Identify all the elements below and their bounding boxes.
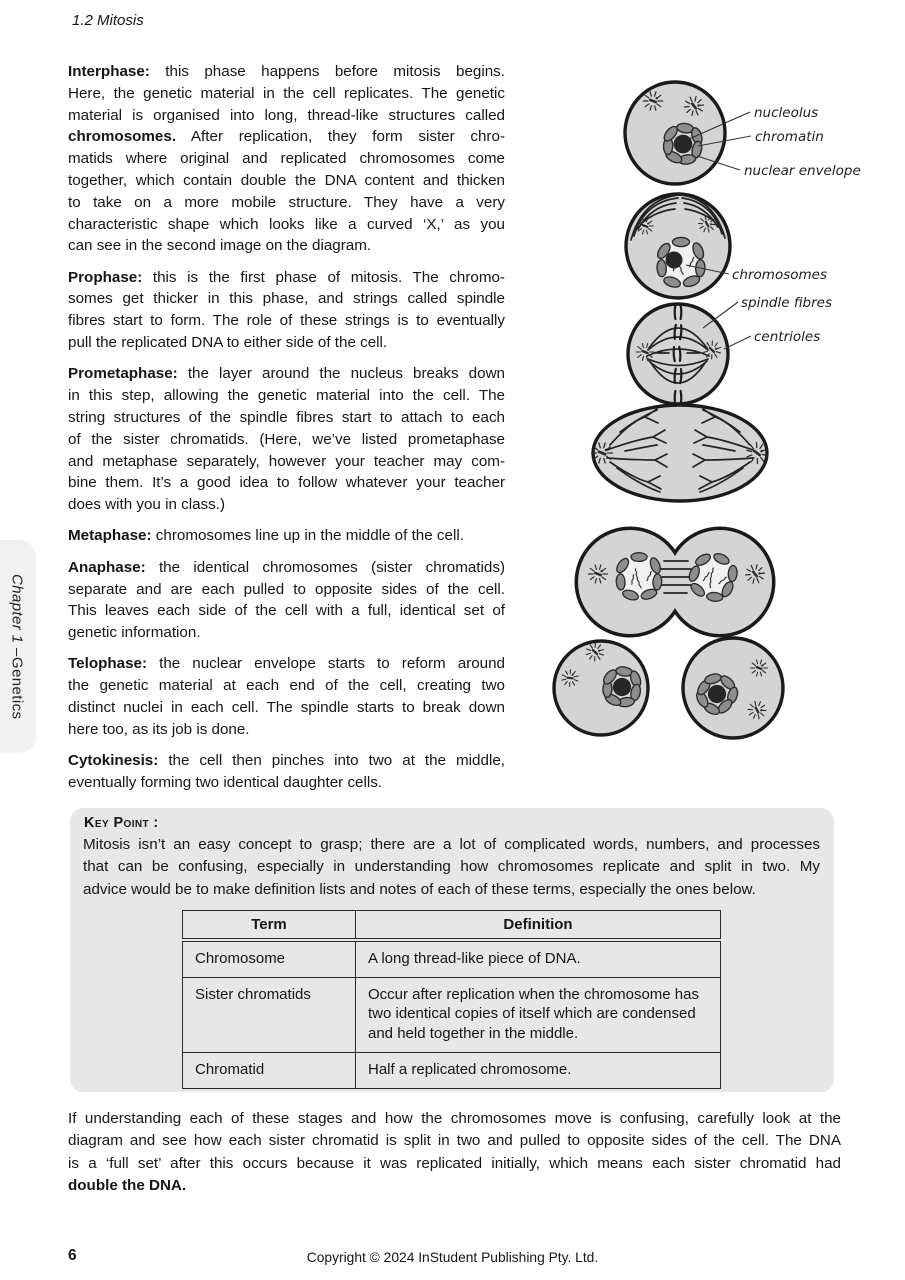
text-line: diagram and see how each sister chromatid is split in two and pulled to opposite sides of the cell. The DNA <box>68 1132 841 1150</box>
interphase-cell <box>625 82 725 184</box>
key-point-text <box>83 834 820 901</box>
paragraph <box>68 653 505 740</box>
chapter-sidebar-tab-text <box>0 540 34 753</box>
table-row <box>183 977 721 1052</box>
prometaphase-cell <box>628 304 728 405</box>
mitosis-stages-diagram <box>545 60 905 760</box>
term-definition-table <box>182 910 721 1089</box>
text-line: Here, the genetic material in the cell replicates. The genetic <box>68 84 505 102</box>
paragraph <box>68 525 505 547</box>
chapter-number: Chapter 1 – <box>8 573 26 657</box>
label-centrioles: centrioles <box>754 329 821 345</box>
chapter-subject: Genetics <box>8 656 26 720</box>
paragraph <box>68 750 505 794</box>
text-line: Interphase: this phase happens before mitosis begins. <box>68 63 505 80</box>
label-nuclear-envelope: nuclear envelope <box>744 163 861 179</box>
text-line: Metaphase: chromosomes line up in the middle of the cell. <box>68 527 464 545</box>
term-cell: Chromosome <box>195 949 286 967</box>
text-line: genetic information. <box>68 624 201 642</box>
chapter-sidebar-tab <box>0 540 36 753</box>
page-number: 6 <box>68 1247 77 1264</box>
text-line: is a ‘full set’ after this occurs because it was replicated initially, which means each sister chromatid had <box>68 1154 841 1172</box>
label-chromatin: chromatin <box>755 129 824 145</box>
text-line: characteristic shape which looks like a curved ‘X,’ as you <box>68 215 505 233</box>
text-line: together, which contain double the DNA content and thicken <box>68 171 505 189</box>
text-line: Anaphase: the identical chromosomes (sister chromatids) <box>68 558 505 576</box>
anaphase-cell <box>592 405 770 501</box>
definition-cell: A long thread-like piece of DNA. <box>356 940 721 977</box>
text-line: This leaves each side of the cell with a full, identical set of <box>68 602 505 620</box>
text-line: material is organised into long, thread-like structures called <box>68 106 505 124</box>
text-line: that can be confusing, especially in understanding how chromosomes replicate and split in two. My <box>83 858 820 876</box>
paragraph <box>68 61 505 257</box>
text-line: does with you in class.) <box>68 496 226 514</box>
closing-paragraph <box>68 1108 841 1197</box>
table-row <box>183 940 721 977</box>
telophase-cells <box>578 530 772 634</box>
text-line: of the sister chromatids. (Here, we’ve listed prometaphase <box>68 430 505 448</box>
text-line: Mitosis isn’t an easy concept to grasp; there are a lot of complicated words, numbers, and processes <box>83 836 820 853</box>
key-point-box <box>70 808 834 1092</box>
text-line: Prophase: this is the first phase of mitosis. The chromo- <box>68 268 505 286</box>
text-line: bine them. It’s a good idea to follow whatever your teacher <box>68 474 505 492</box>
key-point-title: Key Point : <box>84 815 159 831</box>
text-line: matids where original and replicated chromosomes come <box>68 150 505 168</box>
text-line: eventually forming two identical daughter cells. <box>68 773 383 791</box>
paragraph <box>68 557 505 644</box>
definition-cell: Half a replicated chromosome. <box>356 1053 721 1089</box>
text-line: to take on a more mobile structure. They have a very <box>68 193 505 211</box>
prophase-cell <box>626 194 730 298</box>
text-line: string structures of the spindle fibres start to attach to each <box>68 408 505 426</box>
term-cell: Chromatid <box>183 1053 356 1089</box>
text-line: Telophase: the nuclear envelope starts to reform around <box>68 655 505 673</box>
text-line: and metaphase separately, however your teacher may com- <box>68 452 505 470</box>
text-line: Cytokinesis: the cell then pinches into two at the middle, <box>68 752 505 770</box>
text-line: If understanding each of these stages and how the chromosomes move is confusing, carefully look at the <box>68 1110 841 1127</box>
text-line: the genetic material at each end of the cell, creating two <box>68 677 505 695</box>
text-line: Prometaphase: the layer around the nucleus breaks down <box>68 365 505 383</box>
term-cell: Sister chromatids <box>183 977 356 1052</box>
text-line: fibres start to form. The role of these strings is to eventually <box>68 312 505 330</box>
daughter-cells <box>554 638 783 738</box>
body-text-column <box>68 61 505 803</box>
text-line: pull the replicated DNA to either side of the cell. <box>68 334 388 352</box>
text-line: double the DNA. <box>68 1176 187 1194</box>
text-line: can see in the second image on the diagram. <box>68 237 372 255</box>
paragraph <box>68 363 505 516</box>
definition-cell: Occur after replication when the chromosome has two identical copies of itself which are condensed and held together in the middle. <box>356 977 721 1052</box>
section-header: 1.2 Mitosis <box>72 12 144 29</box>
label-spindle-fibres: spindle fibres <box>741 295 833 311</box>
table-header-row <box>183 910 721 940</box>
text-line: chromosomes. After replication, they form sister chro- <box>68 128 505 146</box>
paragraph <box>68 267 505 354</box>
text-line: in this step, allowing the genetic material into the cell. The <box>68 387 505 405</box>
copyright-notice: Copyright © 2024 InStudent Publishing Pty. Ltd. <box>306 1250 599 1265</box>
text-line: somes get thicker in this phase, and strings called spindle <box>68 290 505 308</box>
definition-column-header: Definition <box>356 910 721 940</box>
term-column-header: Term <box>183 910 356 940</box>
label-nucleolus: nucleolus <box>754 105 819 121</box>
text-line: distinct nuclei in each cell. The spindle starts to break down <box>68 699 505 717</box>
text-line: separate and are each pulled to opposite sides of the cell. <box>68 580 505 598</box>
text-line: advice would be to make definition lists and notes of each of these terms, especially the ones below. <box>83 880 756 898</box>
label-chromosomes: chromosomes <box>732 267 827 283</box>
table-row <box>183 1053 721 1089</box>
text-line: here too, as its job is done. <box>68 720 250 738</box>
